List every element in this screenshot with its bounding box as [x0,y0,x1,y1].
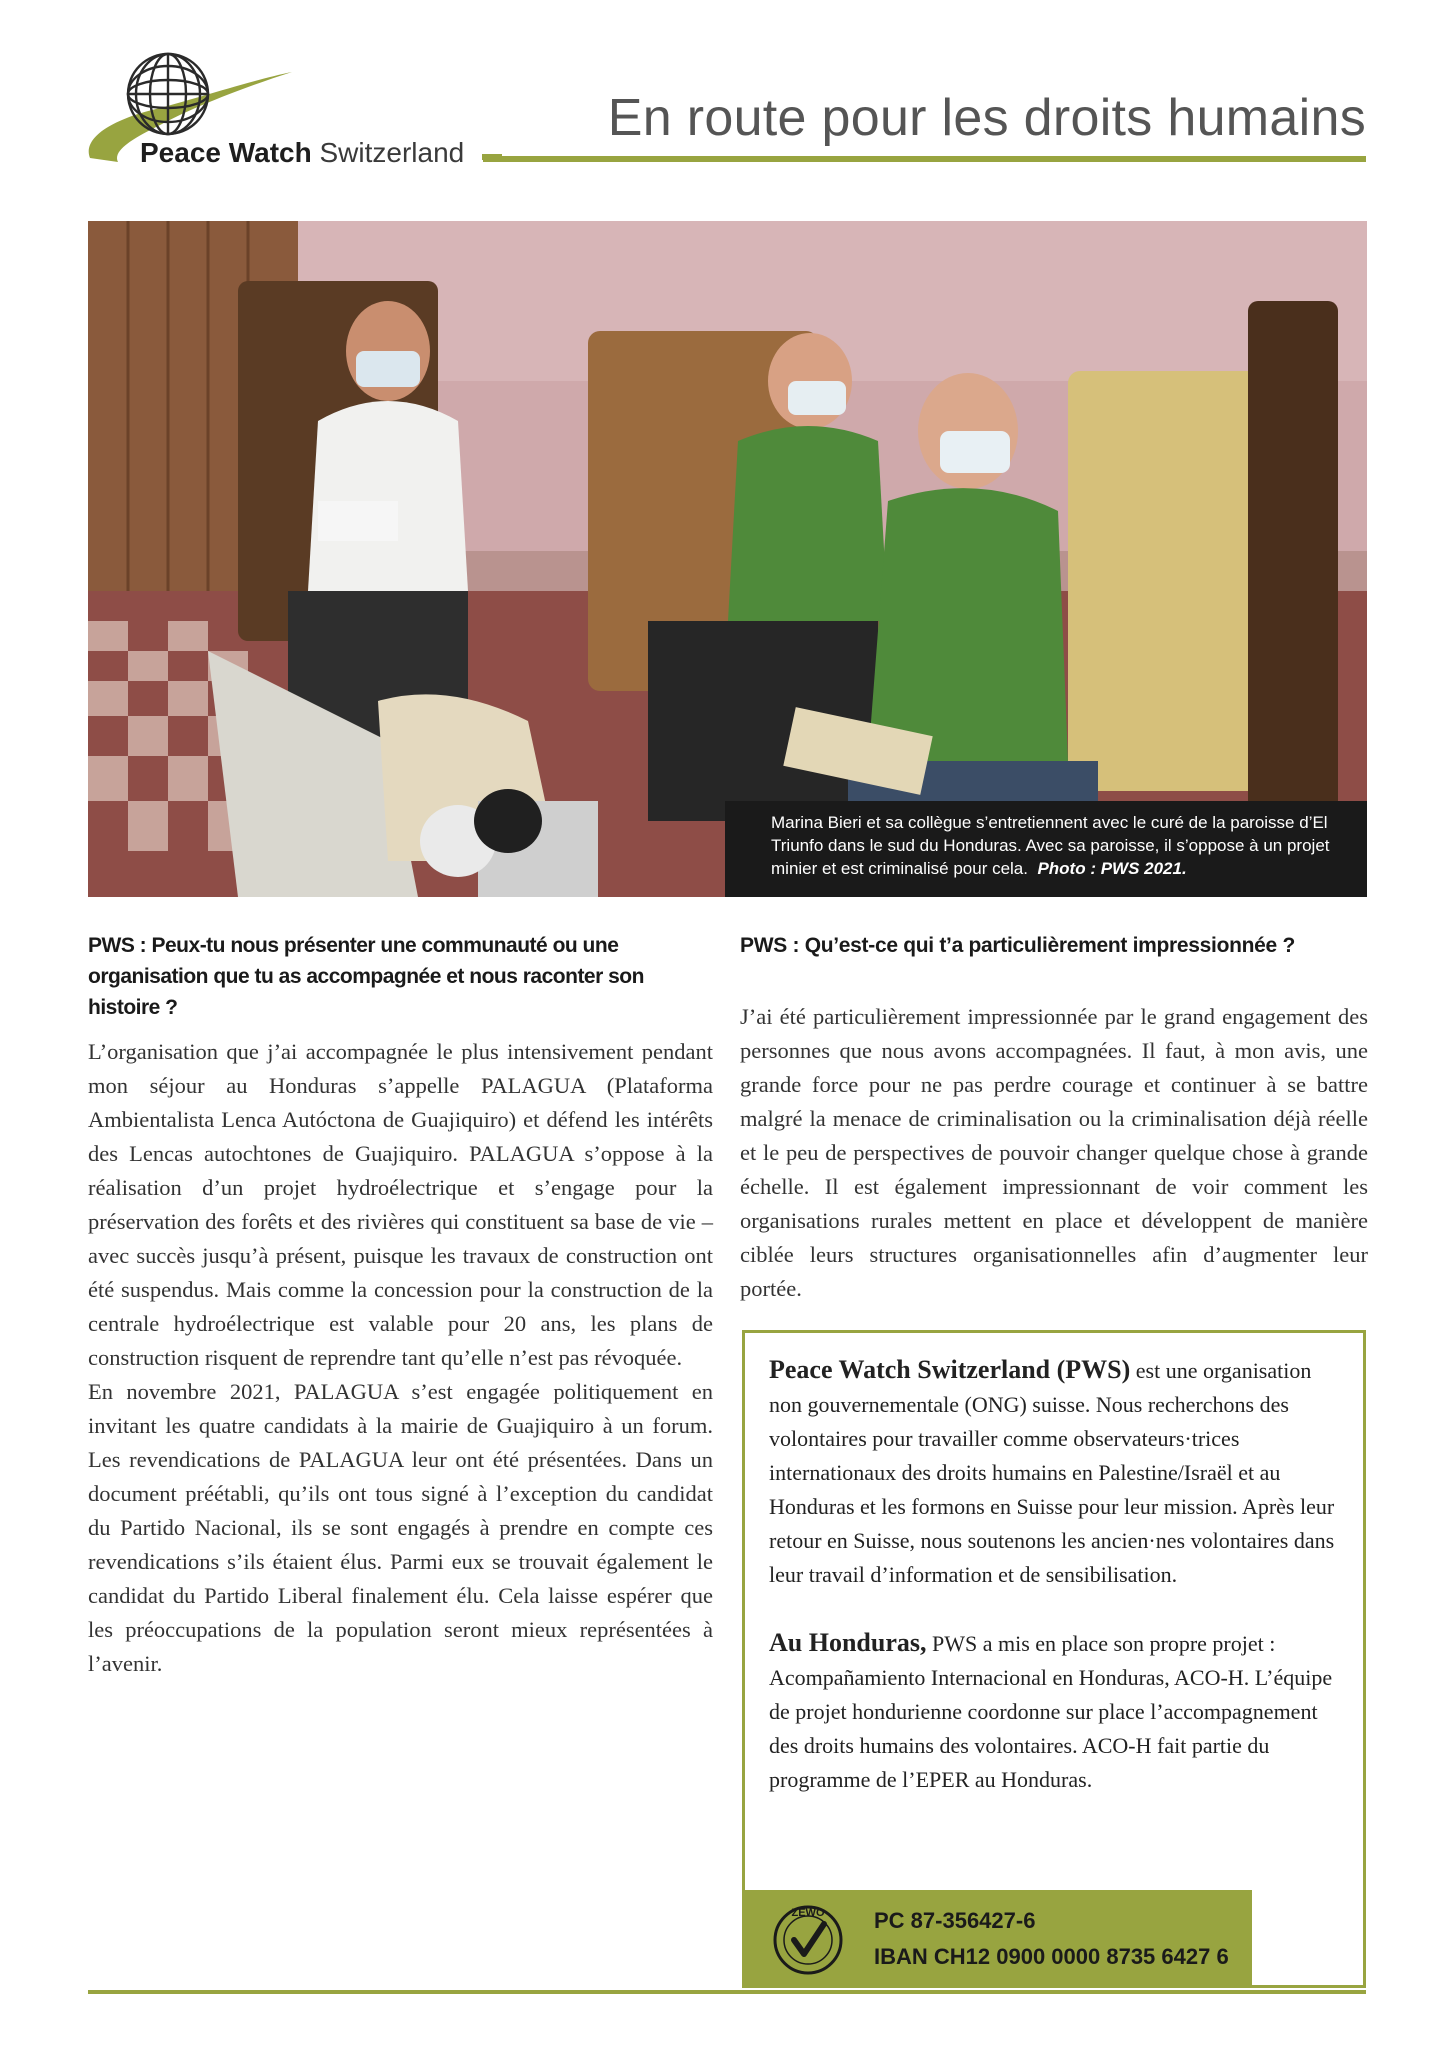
photo-illustration [88,221,1367,897]
left-paragraph-2: En novembre 2021, PALAGUA s’est engagée politiquement en invitant les quatre candidats à la mairie de Guajiquiro à un forum. Les revendications de PALAGUA leur ont été présentées. Dans un document préétabli, qu’ils ont tous signé à l’exception du candidat du Partido Nacional, ils se sont engagés à prendre en compte ces revendications s’ils étaient élus. Parmi eux se trouvait également le candidat du Partido Liberal finalement élu. Cela laisse espérer que les préoccupations de la population seront mieux représentées à l’avenir. [88,1379,713,1676]
photo-caption [725,801,1367,897]
info-box-text [769,1353,1339,1797]
info-paragraph-1 [769,1353,1339,1592]
interview-question-left: PWS : Peux-tu nous présenter une communauté ou une organisation que tu as accompagnée et nous raconter son histoire ? [88,934,644,1019]
zewo-label: ZEWO [791,1907,825,1919]
pws-logo [82,50,502,170]
caption-text: Marina Bieri et sa collègue s’entretiennent avec le curé de la paroisse d’El Triunfo dans le sud du Honduras. Avec sa paroisse, il s’oppose à un projet minier et est criminalisé pour cela. [771,813,1330,878]
info-text-honduras: PWS a mis en place son propre projet : Acompañamiento Internacional en Honduras, ACO-H. L’équipe de projet hondurienne coordonne sur place l’accompagnement des droits humains des volontaires. ACO-H fait partie du programme de l’EPER au Honduras. [769,1631,1333,1792]
info-lead-pws: Peace Watch Switzerland (PWS) [769,1355,1131,1384]
info-lead-honduras: Au Honduras, [769,1628,927,1657]
page-title: En route pour les droits humains [607,89,1366,147]
info-paragraph-2 [769,1626,1339,1797]
logo-name-bold: Peace Watch [140,137,312,168]
header-divider [483,156,1366,162]
caption-credit: Photo : PWS 2021. [1037,859,1187,878]
interview-question-right: PWS : Qu’est-ce qui t’a particulièrement impressionnée ? [740,934,1295,957]
logo-name-light: Switzerland [319,137,465,168]
zewo-seal-icon [772,1904,844,1976]
logo-wordmark [140,137,464,169]
left-column-body [88,1035,713,1681]
footer-divider [88,1990,1366,1994]
postal-account: PC 87-356427-6 [874,1908,1036,1933]
payment-band [742,1890,1252,1988]
hero-photo [88,221,1367,897]
right-paragraph-1: J’ai été particulièrement impressionnée par le grand engagement des personnes que nous avons accompagnées. Il faut, à mon avis, une grande force pour ne pas perdre courage et continuer à se battre malgré la menace de criminalisation ou la criminalisation déjà réelle et le peu de perspectives de pouvoir changer quelque chose à grande échelle. Il est également impressionnant de voir comment les organisations rurales mettent en place et développent de manière ciblée leurs structures organisationnelles afin d’augmenter leur portée. [740,1004,1368,1301]
info-text-pws: est une organisation non gouvernementale (ONG) suisse. Nous recherchons des volontaires pour travailler comme observateurs·trices internationaux des droits humains en Palestine/Israël et au Honduras et les formons en Suisse pour leur mission. Après leur retour en Suisse, nous soutenons les ancien·nes volontaires dans leur travail d’information et de sensibilisation. [769,1358,1335,1587]
iban: IBAN CH12 0900 0000 8735 6427 6 [874,1944,1229,1969]
right-column-body [740,1000,1368,1306]
left-paragraph-1: L’organisation que j’ai accompagnée le plus intensivement pendant mon séjour au Honduras s’appelle PALAGUA (Plataforma Ambientalista Lenca Autóctona de Guajiquiro) et défend les intérêts des Lencas autochtones de Guajiquiro. PALAGUA s’oppose à la réalisation d’un projet hydroélectrique et s’engage pour la préservation des forêts et des rivières qui constituent sa base de vie – avec succès jusqu’à présent, puisque les travaux de construction ont été suspendus. Mais comme la concession pour la construction de la centrale hydroélectrique est valable pour 20 ans, les plans de construction risquent de reprendre tant qu’elle n’est pas révoquée. [88,1039,713,1370]
